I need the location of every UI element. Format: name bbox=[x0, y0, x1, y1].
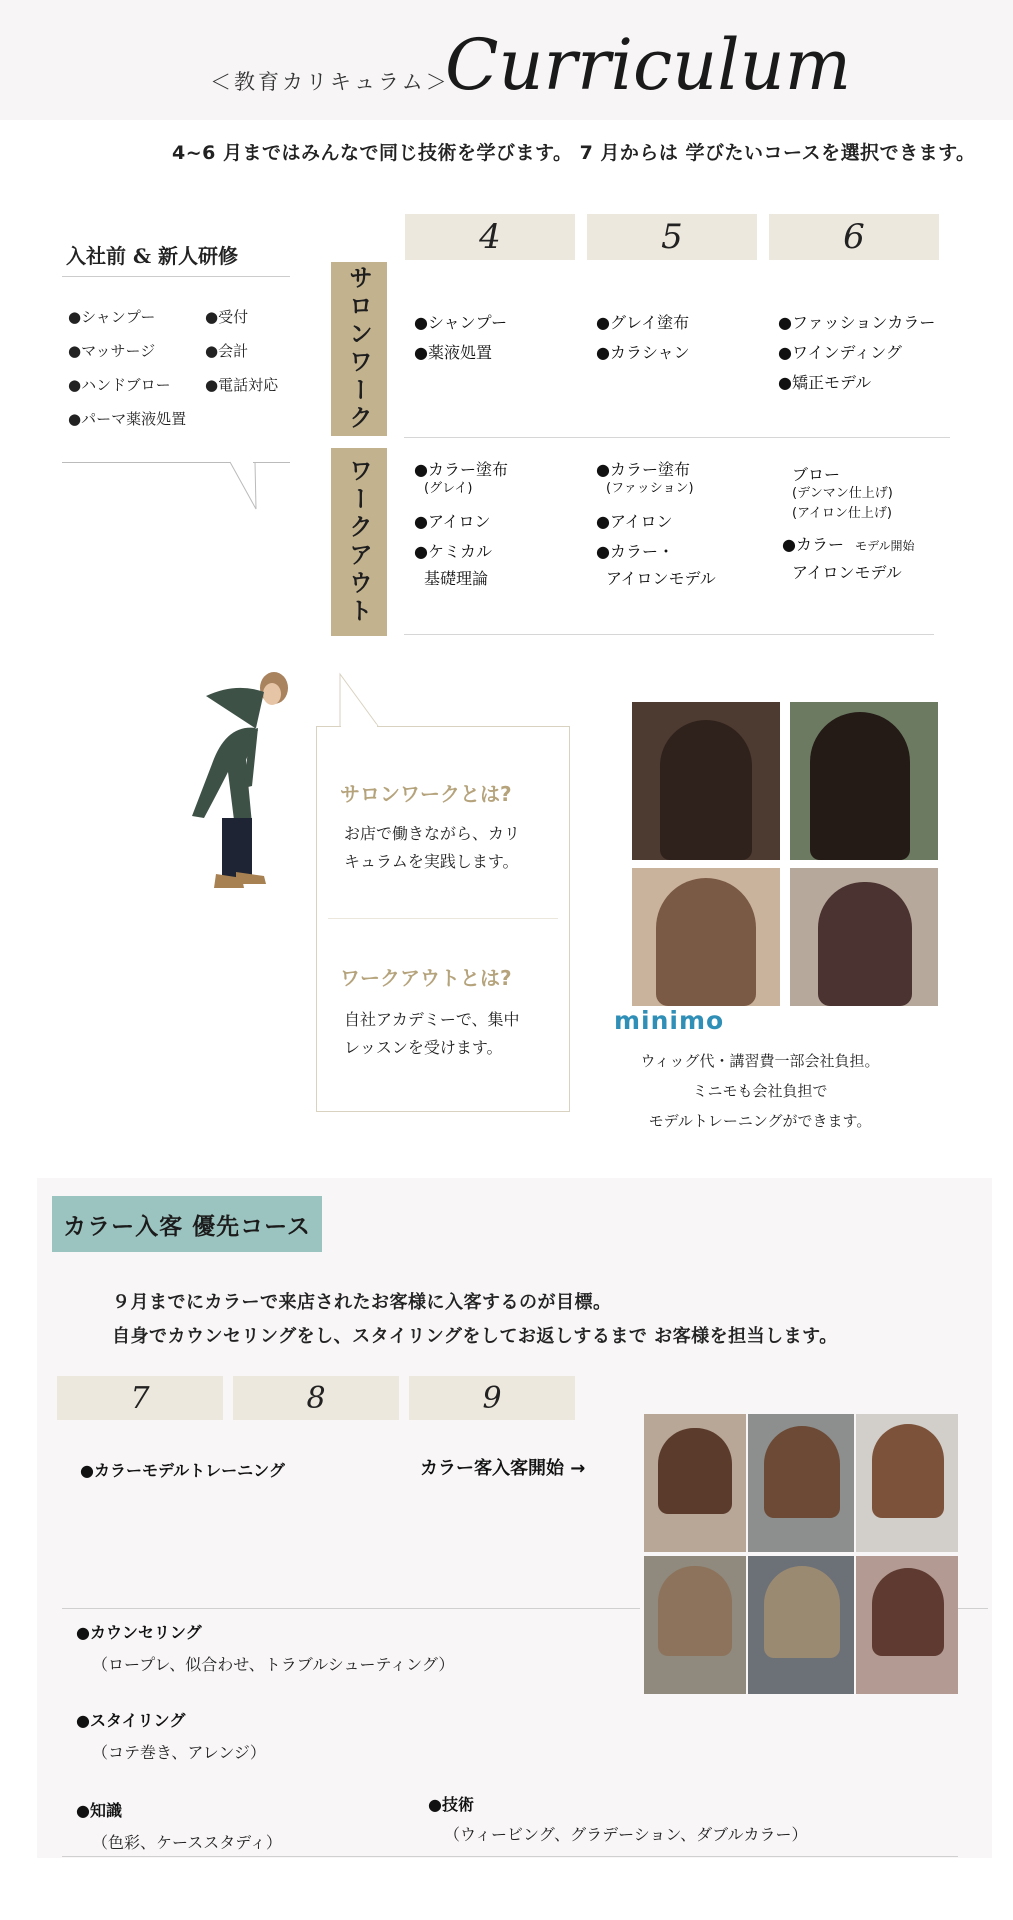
month-7: 7 bbox=[57, 1376, 223, 1420]
divider bbox=[62, 276, 290, 277]
month-4: 4 bbox=[405, 214, 575, 260]
month-9: 9 bbox=[409, 1376, 575, 1420]
desc-line: 自社アカデミーで、集中 bbox=[344, 1010, 520, 1029]
cell-note: (デンマン仕上げ) bbox=[792, 486, 893, 501]
cell-item: アイロンモデル bbox=[792, 563, 902, 582]
hair-photo bbox=[748, 1414, 854, 1552]
hair-photo bbox=[632, 702, 780, 860]
styling-note: （コテ巻き、アレンジ） bbox=[92, 1743, 266, 1762]
hair-photo bbox=[790, 868, 938, 1006]
salon-cell-4 bbox=[414, 308, 507, 368]
pre-item: ●電話対応 bbox=[205, 376, 279, 394]
salon-cell-6 bbox=[778, 308, 935, 398]
salonwork-desc bbox=[344, 820, 520, 876]
hair-photo bbox=[748, 1556, 854, 1694]
course-desc-line: ９月までにカラーで来店されたお客様に入客するのが目標。 bbox=[112, 1292, 612, 1313]
start-label: カラー客入客開始 → bbox=[420, 1458, 586, 1479]
workout-desc bbox=[344, 1006, 520, 1062]
bubble-border bbox=[62, 462, 230, 463]
workout-cell-5 bbox=[596, 455, 716, 594]
desc-line: お店で働きながら、カリ bbox=[344, 824, 521, 843]
bubble-border bbox=[253, 462, 290, 463]
course-desc-line: 自身でカウンセリングをし、スタイリングをしてお返しするまで お客様を担当します。 bbox=[112, 1326, 838, 1347]
page-title: Curriculum bbox=[445, 24, 852, 106]
model-training-item: ●カラーモデルトレーニング bbox=[80, 1461, 285, 1480]
pre-item: ●マッサージ bbox=[68, 342, 156, 360]
pre-item: ●会計 bbox=[205, 342, 249, 360]
desc-line: ミニモも会社負担で bbox=[692, 1082, 828, 1100]
salonwork-label: サロンワーク bbox=[331, 262, 387, 436]
knowledge-note: （色彩、ケーススタディ） bbox=[92, 1833, 282, 1852]
info-divider bbox=[328, 918, 558, 919]
workout-heading: ワークアウトとは? bbox=[340, 966, 512, 990]
cell-item: ●カラー bbox=[782, 535, 844, 554]
info-speech-tail bbox=[338, 672, 384, 728]
counseling-note: （ロープレ、似合わせ、トラブルシューティング） bbox=[92, 1655, 455, 1674]
hair-photo bbox=[856, 1556, 958, 1694]
cell-item: ●矯正モデル bbox=[778, 373, 872, 392]
cell-item: ●カラシャン bbox=[596, 343, 690, 362]
cell-item: ●アイロン bbox=[596, 512, 673, 531]
minimo-logo: minimo bbox=[614, 1006, 725, 1035]
page-subtitle: ＜教育カリキュラム＞ bbox=[210, 70, 450, 94]
cell-item: ●ケミカル bbox=[414, 542, 492, 561]
salonwork-heading: サロンワークとは? bbox=[340, 782, 512, 806]
cell-item: ●カラー塗布 bbox=[414, 460, 508, 479]
desc-line: ウィッグ代・講習費一部会社負担。 bbox=[640, 1052, 880, 1070]
pre-item: ●シャンプー bbox=[68, 308, 156, 326]
month-5: 5 bbox=[587, 214, 757, 260]
technique-note: （ウィービング、グラデーション、ダブルカラー） bbox=[444, 1825, 808, 1844]
workout-label: ワークアウト bbox=[331, 448, 387, 636]
pre-item: ●ハンドブロー bbox=[68, 376, 171, 394]
workout-cell-4 bbox=[414, 455, 508, 594]
intro-text: 4~6 月まではみんなで同じ技術を学びます。 7 月からは 学びたいコースを選択できます。 bbox=[172, 142, 976, 164]
cell-note: (ファッション) bbox=[606, 481, 694, 496]
minimo-desc bbox=[600, 1046, 920, 1136]
month-6: 6 bbox=[769, 214, 939, 260]
pre-item: ●パーマ薬液処置 bbox=[68, 410, 187, 428]
salon-cell-5 bbox=[596, 308, 690, 368]
cell-item: ●シャンプー bbox=[414, 313, 508, 332]
cell-item: ●グレイ塗布 bbox=[596, 313, 690, 332]
cell-item: ブロー bbox=[792, 465, 841, 484]
desc-line: キュラムを実践します。 bbox=[344, 852, 519, 871]
hair-photo bbox=[856, 1414, 958, 1552]
staff-illustration bbox=[186, 668, 296, 892]
pre-training-title: 入社前 & 新人研修 bbox=[66, 244, 238, 268]
cell-item: ●薬液処置 bbox=[414, 343, 492, 362]
hair-photo bbox=[644, 1556, 746, 1694]
hair-photo bbox=[790, 702, 938, 860]
section-divider bbox=[62, 1608, 640, 1609]
cell-item: アイロンモデル bbox=[606, 569, 716, 588]
section-divider bbox=[62, 1856, 958, 1857]
course-badge: カラー入客 優先コース bbox=[52, 1196, 322, 1252]
cell-note: (グレイ) bbox=[424, 481, 473, 496]
hair-photo bbox=[644, 1414, 746, 1552]
cell-item: 基礎理論 bbox=[424, 569, 489, 588]
section-divider bbox=[958, 1608, 988, 1609]
cell-item: ●アイロン bbox=[414, 512, 491, 531]
cell-item: ●カラー塗布 bbox=[596, 460, 690, 479]
knowledge-item: ●知識 bbox=[76, 1801, 122, 1820]
month-8: 8 bbox=[233, 1376, 399, 1420]
cell-item: ●カラー・ bbox=[596, 542, 674, 561]
technique-item: ●技術 bbox=[428, 1795, 474, 1814]
speech-tail bbox=[228, 461, 258, 511]
pre-item: ●受付 bbox=[205, 308, 249, 326]
desc-line: モデルトレーニングができます。 bbox=[648, 1112, 872, 1130]
workout-cell-6 bbox=[782, 460, 914, 588]
cell-note: (アイロン仕上げ) bbox=[792, 506, 892, 521]
row-divider bbox=[404, 634, 934, 635]
cell-item: ●ファッションカラー bbox=[778, 313, 936, 332]
cell-item: ●ワインディング bbox=[778, 343, 902, 362]
row-divider bbox=[404, 437, 950, 438]
styling-item: ●スタイリング bbox=[76, 1711, 186, 1730]
desc-line: レッスンを受けます。 bbox=[344, 1038, 503, 1057]
hair-photo bbox=[632, 868, 780, 1006]
counseling-item: ●カウンセリング bbox=[76, 1623, 202, 1642]
cell-note: モデル開始 bbox=[855, 539, 915, 553]
